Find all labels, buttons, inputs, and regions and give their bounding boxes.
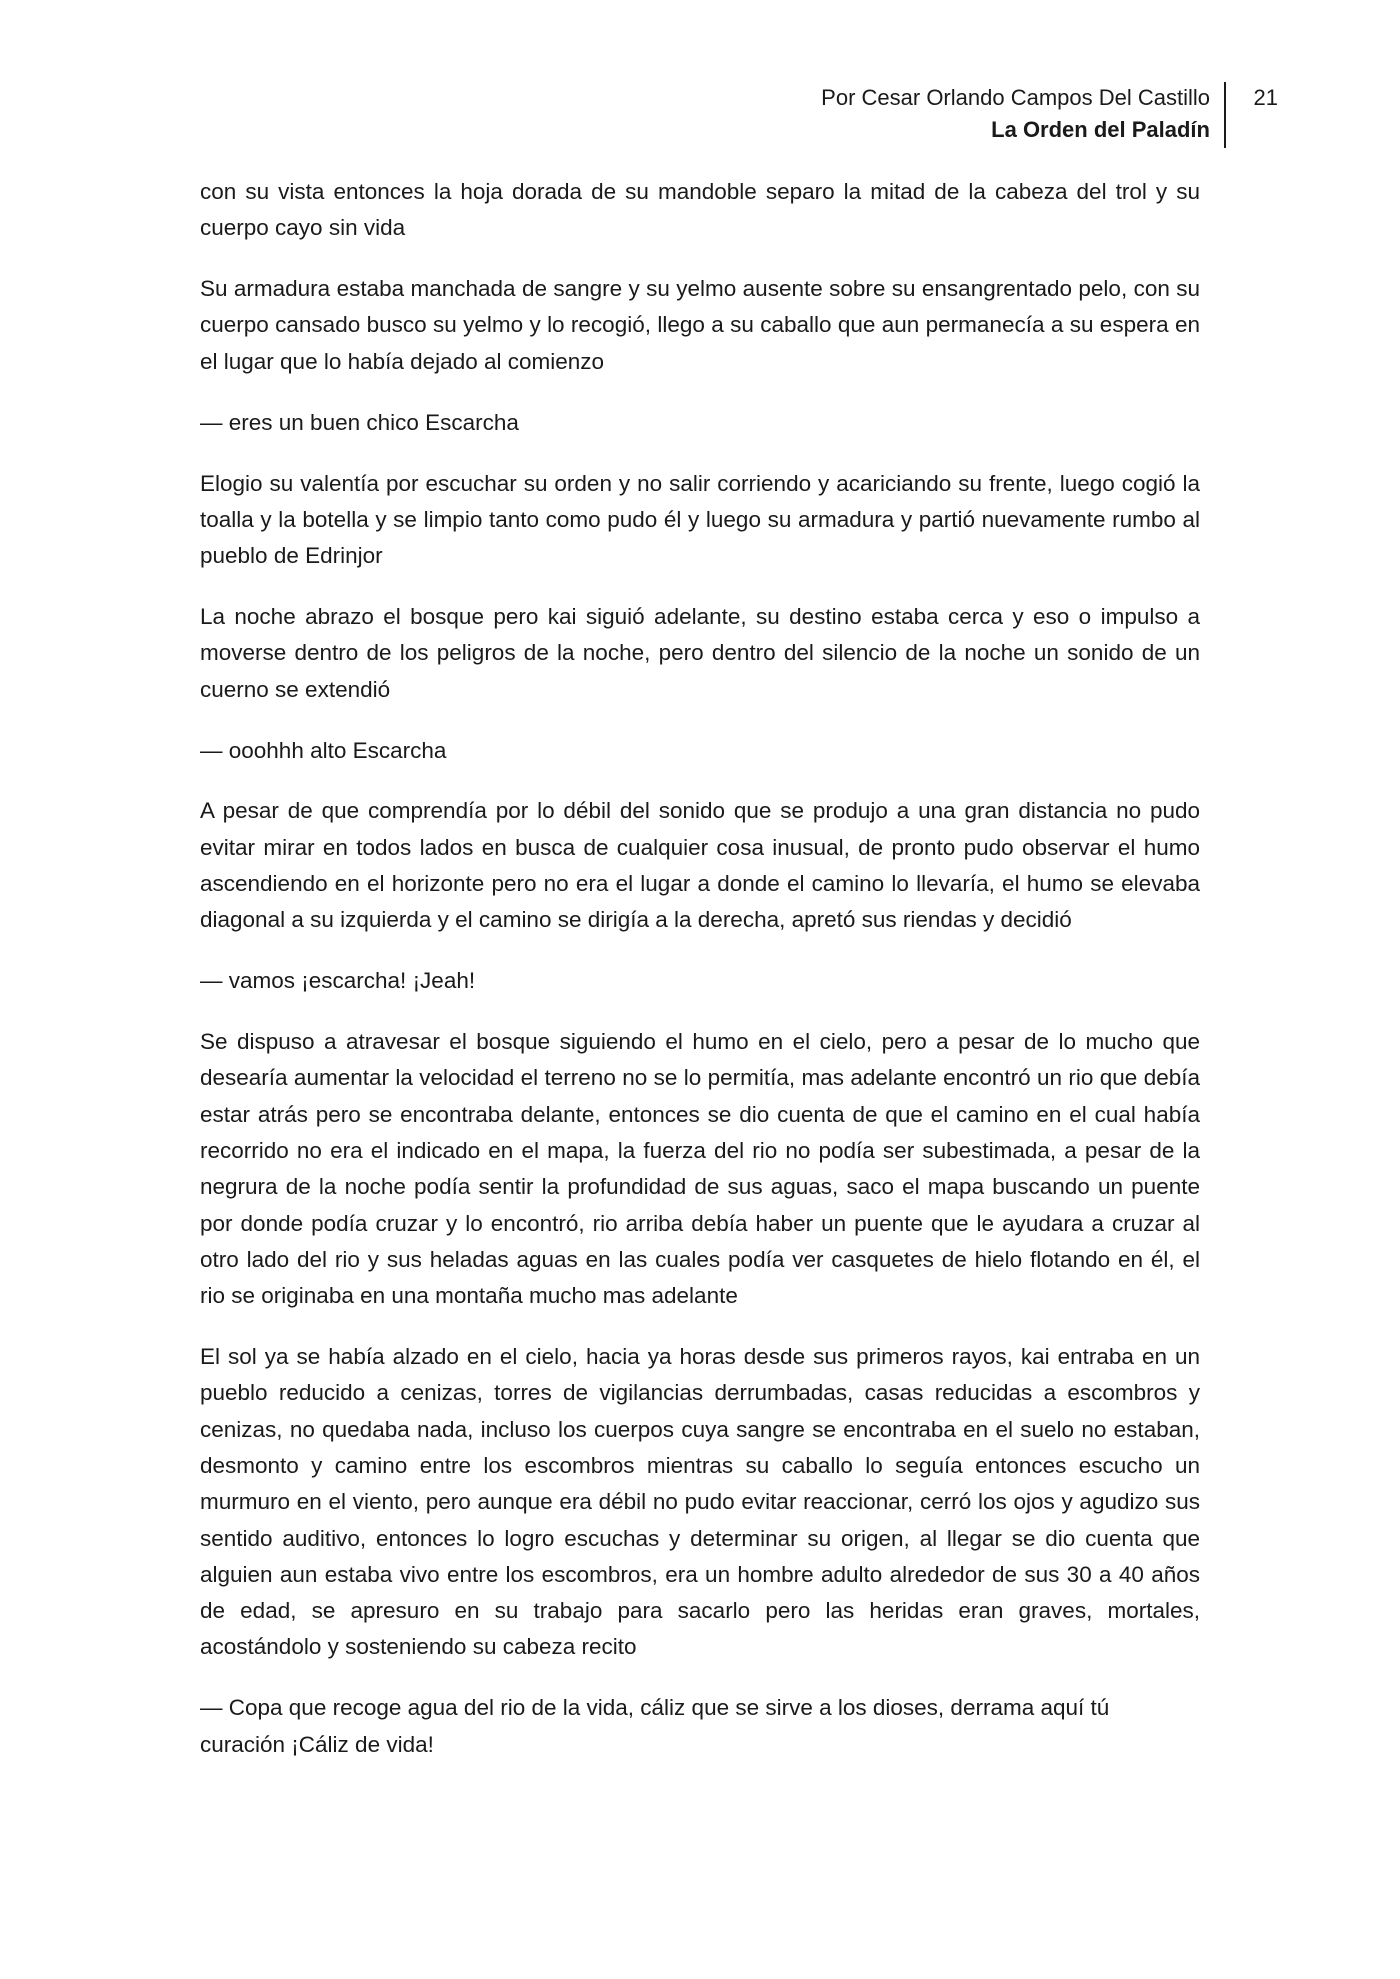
header-divider (1224, 82, 1226, 148)
paragraph: Su armadura estaba manchada de sangre y su yelmo ausente sobre su ensangrentado pelo, con su cuerpo cansado busco su yelmo y lo recogió, llego a su caballo que aun permanecía a su espera en el lugar que lo había dejado al comienzo (200, 276, 1200, 374)
paragraph: Elogio su valentía por escuchar su orden y no salir corriendo y acariciando su frente, luego cogió la toalla y la botella y se limpio tanto como pudo él y luego su armadura y partió nuevamente rumbo al pueblo de Edrinjor (200, 470, 1200, 569)
header-author: Por Cesar Orlando Campos Del Castillo (821, 85, 1210, 110)
dialogue-line: — ooohhh alto Escarcha (200, 737, 447, 763)
running-header (821, 82, 1210, 146)
paragraph: El sol ya se había alzado en el cielo, hacia ya horas desde sus primeros rayos, kai entraba en un pueblo reducido a cenizas, torres de vigilancias derrumbadas, casas reducidas a escombros y cenizas, no quedaba nada, incluso los cuerpos cuya sangre se encontraba en el suelo no estaban, desmonto y camino entre los escombros mientras su caballo lo seguía entonces escucho un murmuro en el viento, pero aunque era débil no pudo evitar reaccionar, cerró los ojos y agudizo sus sentido auditivo, entonces lo logro escuchas y determinar su origen, al llegar se dio cuenta que alguien aun estaba vivo entre los escombros, era un hombre adulto alrededor de sus 30 a 40 años de edad, se apresuro en su trabajo para sacarlo pero las heridas eran graves, mortales, acostándolo y sosteniendo su cabeza recito (200, 1344, 1200, 1660)
page-number: 21 (1253, 85, 1278, 110)
header-book-title: La Orden del Paladín (991, 117, 1210, 142)
paragraph: La noche abrazo el bosque pero kai siguió adelante, su destino estaba cerca y eso o impulso a moverse dentro de los peligros de la noche, pero dentro del silencio de la noche un sonido de un cuerno se extendió (200, 604, 1200, 702)
paragraph: con su vista entonces la hoja dorada de su mandoble separo la mitad de la cabeza del trol y su cuerpo cayo sin vida (200, 179, 1200, 241)
paragraph: Se dispuso a atravesar el bosque siguiendo el humo en el cielo, pero a pesar de lo mucho que desearía aumentar la velocidad el terreno no se lo permitía, mas adelante encontró un rio que debía estar atrás pero se encontraba delante, entonces se dio cuenta de que el camino en el cual había recorrido no era el indicado en el mapa, la fuerza del rio no podía ser subestimada, a pesar de la negrura de la noche podía sentir la profundidad de sus aguas, saco el mapa buscando un puente por donde podía cruzar y lo encontró, rio arriba debía haber un puente que le ayudara a cruzar al otro lado del rio y sus heladas aguas en las cuales podía ver casquetes de hielo flotando en él, el rio se originaba en una montaña mucho mas adelante (200, 1029, 1200, 1309)
dialogue-line: — eres un buen chico Escarcha (200, 409, 519, 435)
paragraph: A pesar de que comprendía por lo débil del sonido que se produjo a una gran distancia no pudo evitar mirar en todos lados en busca de cualquier cosa inusual, de pronto pudo observar el humo ascendiendo en el horizonte pero no era el lugar a donde el camino lo llevaría, el humo se elevaba diagonal a su izquierda y el camino se dirigía a la derecha, apretó sus riendas y decidió (200, 798, 1200, 933)
page-header (540, 82, 1278, 148)
dialogue-line: — vamos ¡escarcha! ¡Jeah! (200, 968, 476, 994)
body-text (200, 174, 1200, 1788)
dialogue-line: — Copa que recoge agua del rio de la vida, cáliz que se sirve a los dioses, derrama aquí tú curación ¡Cáliz de vida! (200, 1695, 1110, 1757)
